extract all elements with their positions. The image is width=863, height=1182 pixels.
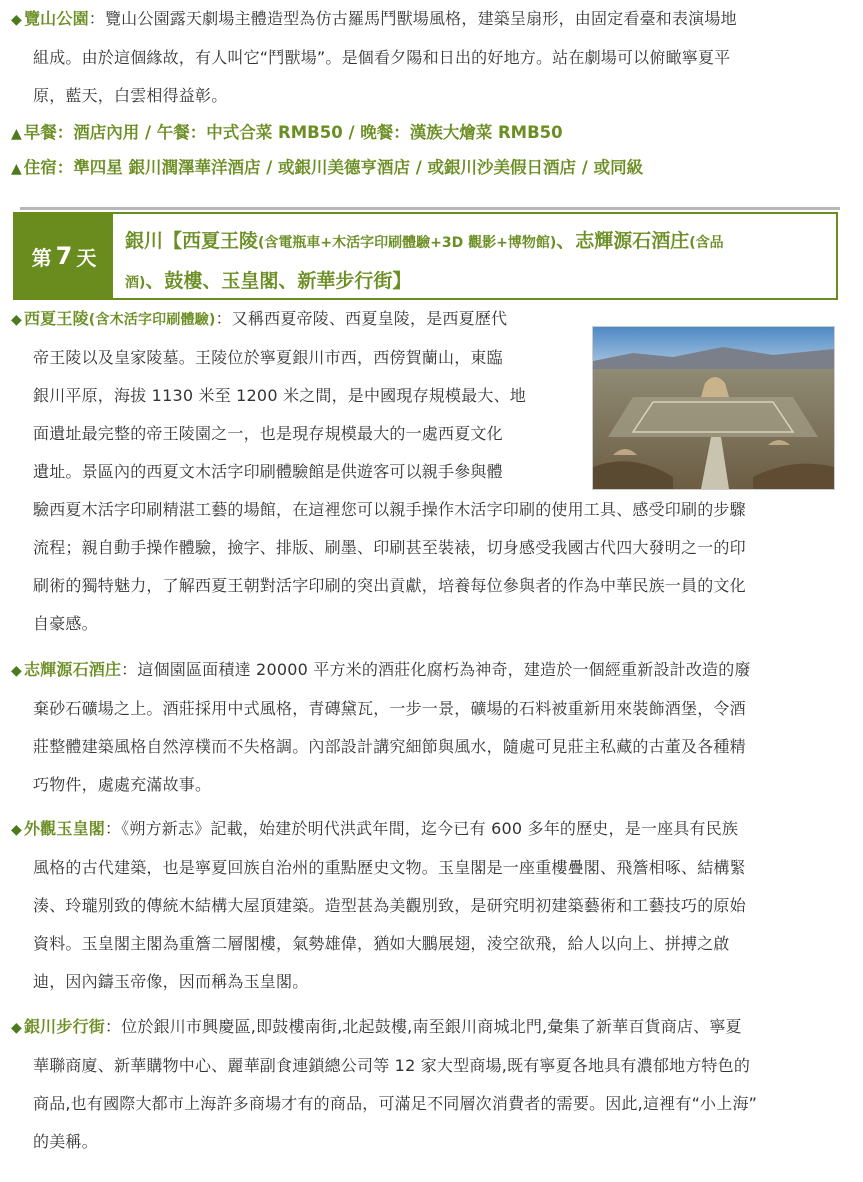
lanshan-section xyxy=(11,0,843,115)
pedestrian-section: ◆ 銀川步行街：位於銀川市興慶區,即鼓樓南街,北起鼓樓,南至銀川商城北門,彙集了新華百貨商店、寧夏 華聯商廈、新華購物中心、麗華副食連鎖總公司等 12 家大型商場,既有寧夏各地具有濃郁地方特色的 商品,也有國際大都市上海許多商場才有的商品，可滿足不同層次消費者的需要。因此,這裡有“小上海” 的美稱。 xyxy=(11,1017,758,1151)
lanshan-text-l1: ：覽山公園露天劇場主體造型為仿古羅馬鬥獸場風格，建築呈扇形，由固定看臺和表演場地 xyxy=(88,9,737,28)
winery-term: 志輝源石酒庄 xyxy=(23,660,122,679)
diamond-bullet-icon: ◆ xyxy=(11,1020,22,1036)
yuhuang-term: 外觀玉皇閣 xyxy=(23,819,105,838)
lanshan-text-l3: 原，藍天，白雲相得益彰。 xyxy=(33,86,228,105)
diamond-bullet-icon: ◆ xyxy=(11,663,22,679)
winery-section: ◆ 志輝源石酒庄：這個園區面積達 20000 平方米的酒莊化腐朽為神奇，建造於一個經重新設計改造的廢 棄砂石礦場之上。酒莊採用中式風格，青磚黛瓦，一步一景，礦場的石料被重新用來裝飾酒堡，令酒 莊整體建築風格自然淳樸而不失格調。內部設計講究細節與風水，隨處可見莊主私藏的古董及各種精 巧物件，處處充滿故事。 xyxy=(11,660,751,794)
meals-line: ▲ 早餐：酒店內用 / 午餐：中式合菜 RMB50 / 晚餐：漢族大燴菜 RMB50 xyxy=(11,123,563,142)
day-title: 銀川【西夏王陵(含電瓶車+木活字印刷體驗+3D 觀影+博物館)、志輝源石酒庄(含品 酒)、鼓樓、玉皇閣、新華步行街】 xyxy=(125,230,724,292)
lanshan-term: 覽山公園 xyxy=(23,9,89,28)
day-label: 第 7 天 xyxy=(15,214,113,298)
hotel-line: ▲ 住宿：準四星 銀川潤澤華洋酒店 / 或銀川美德亨酒店 / 或銀川沙美假日酒店 / 或同級 xyxy=(11,158,644,177)
triangle-icon: ▲ xyxy=(11,126,22,142)
yuhuang-section: ◆ 外觀玉皇閣：《朔方新志》記載，始建於明代洪武年間，迄今已有 600 多年的歷史，是一座具有民族 風格的古代建築，也是寧夏回族自治州的重點歷史文物。玉皇閣是一座重樓疊閣、飛簷相啄、結構緊 湊、玲瓏別致的傳統木結構大屋頂建築。造型甚為美觀別致，是研究明初建築藝術和工藝技巧的原始 資料。玉皇閣主閣為重簷二層閣樓，氣勢雄偉，猶如大鵬展翅，淩空欲飛，給人以向上、拼搏之啟 迪，因內鑄玉帝像，因而稱為玉皇閣。 xyxy=(11,819,746,991)
day-number: 7 xyxy=(55,242,73,270)
diamond-bullet-icon: ◆ xyxy=(11,822,22,838)
diamond-bullet-icon: ◆ xyxy=(11,12,22,28)
diamond-bullet-icon: ◆ xyxy=(11,312,22,328)
triangle-icon: ▲ xyxy=(11,161,22,177)
lanshan-text-l2: 組成。由於這個緣故，有人叫它“鬥獸場”。是個看夕陽和日出的好地方。站在劇場可以俯瞰寧夏平 xyxy=(33,48,731,67)
day-header xyxy=(13,212,838,300)
xixia-section: ◆ 西夏王陵(含木活字印刷體驗)：又稱西夏帝陵、西夏皇陵，是西夏歷代 帝王陵以及皇家陵墓。王陵位於寧夏銀川市西，西傍賀蘭山，東臨 銀川平原，海拔 1130 米至 1200 米之間，是中國現存規模最大、地 面遺址最完整的帝王陵園之一，也是現存規模最大的一處西夏文化 遺址。景區內的西夏文木活字印刷體驗館是供遊客可以親手參與體 驗西夏木活字印刷精湛工藝的場館，在這裡您可以親手操作木活字印刷的使用工具、感受印刷的步驟 流程；親自動手操作體驗，撿字、排版、刷墨、印刷甚至裝裱，切身感受我國古代四大發明之一的印 刷術的獨特魅力，了解西夏王朝對活字印刷的突出貢獻，培養每位參與者的作為中華民族一員的文化 自豪感。 xyxy=(11,309,746,633)
xixia-term: 西夏王陵(含木活字印刷體驗) xyxy=(23,309,216,328)
section-divider xyxy=(20,207,840,210)
pedestrian-term: 銀川步行街 xyxy=(23,1017,105,1036)
